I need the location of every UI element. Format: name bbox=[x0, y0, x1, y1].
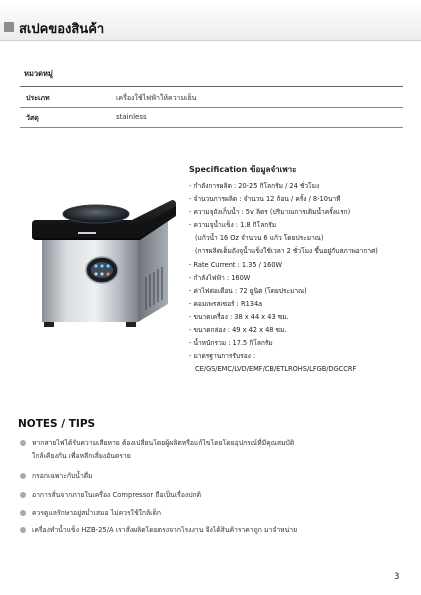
spec-line: (การผลิตเต็มถังจุน้ำแข็งใช้เวลา 2 ชั่วโมง ขึ้นอยู่กับสภาพอากาศ) bbox=[195, 247, 378, 256]
spec-line: - ความจุน้ำแข็ง : 1.8 กิโลกรัม bbox=[189, 221, 277, 230]
spec-line: (แก้วน้ำ 16 Oz จำนวน 6 แก้ว โดยประมาณ) bbox=[195, 234, 324, 243]
table-row bbox=[20, 86, 403, 108]
spec-line: - Rate Current : 1.35 / 160W bbox=[189, 260, 283, 269]
page-number: 3 bbox=[394, 572, 400, 582]
row-value: stainless bbox=[116, 113, 147, 121]
category-label: หมวดหมู่ bbox=[24, 69, 53, 78]
spec-line: - กำลังไฟฟ้า : 160W bbox=[189, 273, 251, 282]
row-key: ประเภท bbox=[26, 94, 50, 102]
note-text: เครื่องทำน้ำแข็ง HZB-25/A เราสั่งผลิตโดยตรงจากโรงงาน จึงได้สินค้าราคาถูก มาจำหน่าย bbox=[32, 526, 298, 534]
note-text: ใกล้เคียงกัน เพื่อหลีกเลี่ยงอันตราย bbox=[32, 451, 131, 460]
section-header bbox=[0, 0, 421, 41]
spec-line: - มาตรฐานการรับรอง : bbox=[189, 352, 256, 361]
note-text: หากสายไฟได้รับความเสียหาย ต้องเปลี่ยนโดยผู้ผลิตหรือแก้ไขโดยโดยอุปกรณ์ที่มีคุณสมบัติ bbox=[32, 439, 295, 447]
table-row bbox=[20, 107, 403, 128]
spec-line: - ขนาดเครื่อง : 38 x 44 x 43 ซม. bbox=[189, 312, 289, 321]
spec-line: - กำลังการผลิต : 20-25 กิโลกรัม / 24 ชั่วโมง bbox=[189, 182, 320, 190]
bullet-icon bbox=[20, 527, 26, 533]
bullet-icon bbox=[20, 473, 26, 479]
note-text: กรอกเฉพาะกับน้ำดื่ม bbox=[32, 472, 93, 480]
bullet-icon bbox=[20, 492, 26, 498]
spec-list bbox=[189, 180, 414, 376]
spec-line: - ขนาดกล่อง : 49 x 42 x 48 ซม. bbox=[189, 326, 287, 335]
bullet-icon bbox=[20, 440, 26, 446]
spec-line: - ค่าไฟต่อเดือน : 72 ยูนิต (โดยประมาณ) bbox=[189, 286, 307, 295]
header-square-icon bbox=[4, 22, 14, 32]
row-value: เครื่องใช้ไฟฟ้าให้ความเย็น bbox=[116, 94, 197, 102]
spec-title: Specification ข้อมูลจำเพาะ bbox=[189, 165, 297, 174]
spec-line: - จำนวนการผลิต : จำนวน 12 ก้อน / ครั้ง / 8-10นาที bbox=[189, 195, 341, 204]
specification-block bbox=[189, 163, 414, 376]
spec-line: - คอมเพรสเซอร์ : R134a bbox=[189, 299, 263, 308]
row-key: วัสดุ bbox=[26, 114, 39, 122]
notes-title: NOTES / TIPS bbox=[18, 418, 96, 430]
note-text: ควรดูแลรักษาอยู่สม่ำเสมอ ไม่ควรใช้ใกล้เด็ก bbox=[32, 509, 162, 517]
product-image bbox=[30, 192, 180, 336]
note-text: อาการสั่นจากภายในเครื่อง Compressor ถือเป็นเรื่องปกติ bbox=[32, 491, 202, 499]
bullet-icon bbox=[20, 510, 26, 516]
spec-line: - น้ำหนักรวม : 17.5 กิโลกรัม bbox=[189, 339, 273, 348]
spec-line: - ความจุถังเก็บน้ำ : 5v ลิตร (ปริมาณการเติมน้ำครั้งแรก) bbox=[189, 208, 351, 217]
spec-line: CE/GS/EMC/LVD/EMF/CB/ETLROHS/LFGB/DGCCRF bbox=[195, 365, 357, 374]
page-title: สเปคของสินค้า bbox=[19, 22, 105, 37]
